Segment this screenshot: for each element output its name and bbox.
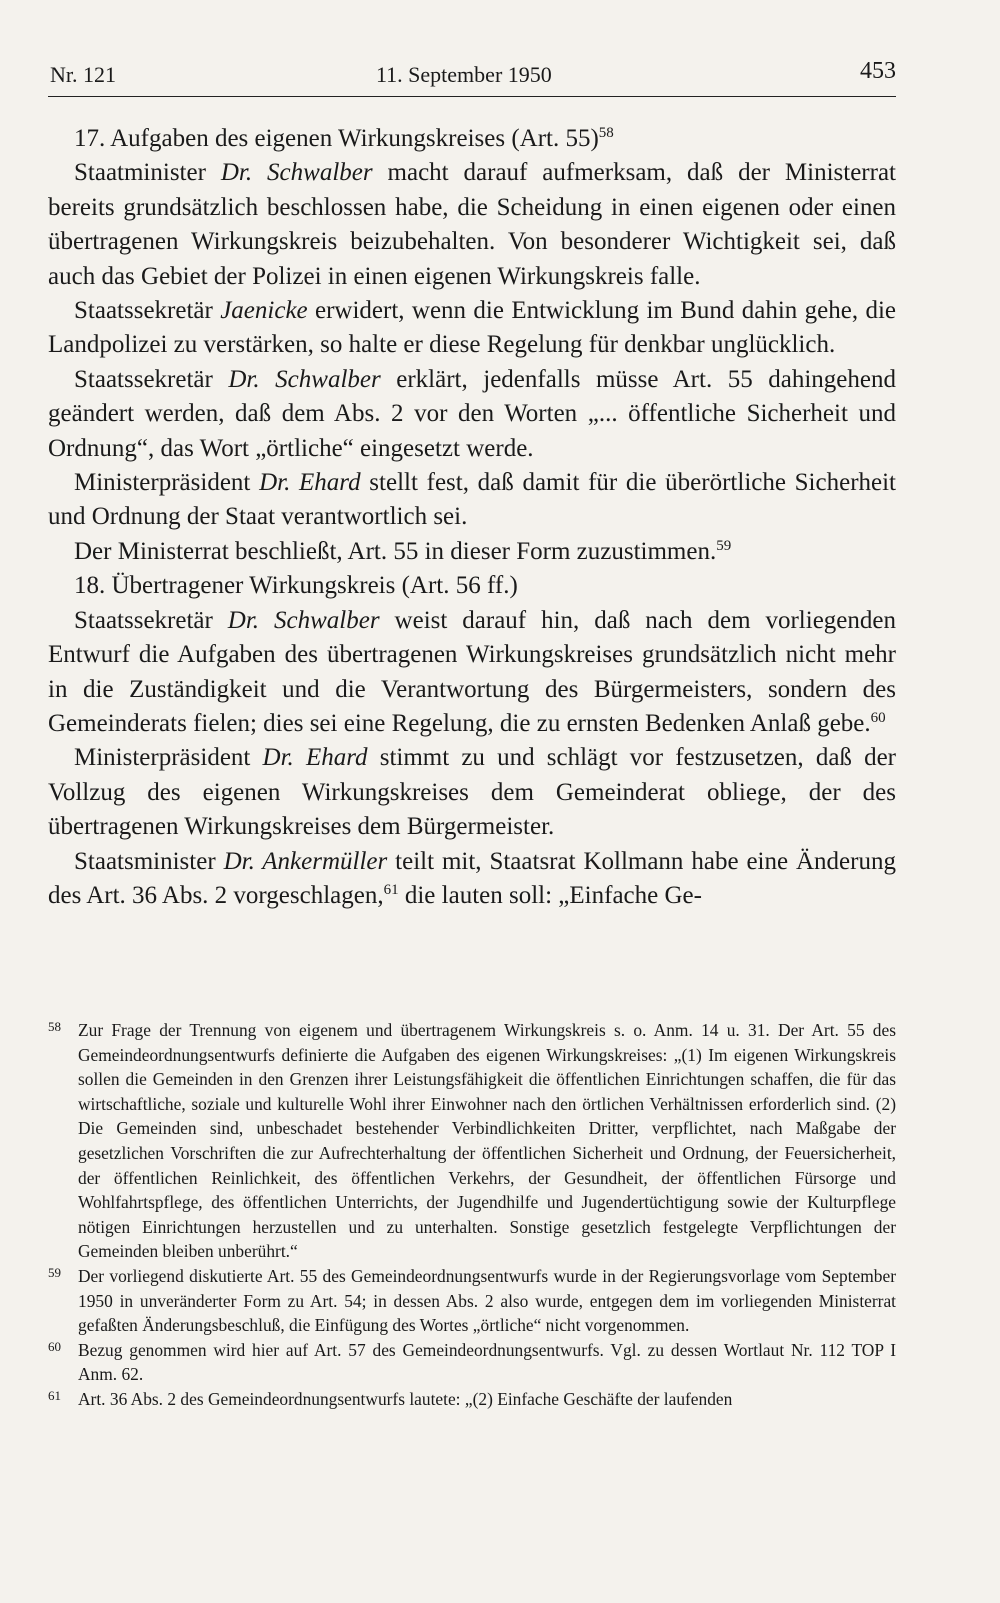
- paragraph-text: stellt fest, daß damit für die überörtliche Sicherheit und Ordnung der Staat verantwortlich sei.: [48, 469, 897, 531]
- paragraph-text: die lauten soll: „Einfache Ge-: [398, 881, 702, 909]
- paragraph-text: teilt mit, Staatsrat Kollmann habe eine Änderung des Art. 36 Abs. 2 vorgeschlagen,: [48, 847, 896, 909]
- footnote-number: 59: [48, 1264, 61, 1280]
- paragraph: [48, 294, 896, 363]
- document-number: Nr. 121: [50, 62, 116, 87]
- footnote-text: Zur Frage der Trennung von eigenem und übertragenem Wirkungskreis s. o. Anm. 14 u. 31. Der Art. 55 des Gemeindeordnungsentwurfs definierte die Aufgaben des eigenen Wirkungskreises: „(1) Im eigenen Wirkungskreis sollen die Gemeinden in den Grenzen ihrer Leistungsfähigkeit die öffentlichen Einrichtungen schaffen, die für das wirtschaftliche, soziale und kulturelle Wohl ihrer Einwohner nach den örtlichen Verhältnissen erforderlich sind. (2) Die Gemeinden sind, unbeschadet bestehender Verbindlichkeiten Dritter, verpflichtet, nach Maßgabe der gesetzlichen Vorschriften die zur Aufrechterhaltung der öffentlichen Sicherheit und Ordnung, der Feuersicherheit, der öffentlichen Reinlichkeit, des öffentlichen Verkehrs, der Gesundheit, der öffentlichen Fürsorge und Wohlfahrtspflege, des öffentlichen Unterrichts, der Jugendhilfe und Jugendertüchtigung sowie der Kulturpflege nötigen Einrichtungen herzustellen und zu unterhalten. Sonstige gesetzlich festgelegte Verpflichtungen der Gemeinden bleiben unberührt.“: [78, 1020, 896, 1262]
- header-date: 11. September 1950: [376, 62, 552, 87]
- agenda-item-18: [48, 569, 896, 603]
- header-rule: [48, 96, 896, 97]
- footnote-number: 61: [48, 1387, 61, 1403]
- paragraph-text: macht darauf aufmerksam, daß der Ministerrat bereits grundsätzlich beschlossen habe, die Scheidung in einen eigenen oder einen übertragenen Wirkungskreis beizubehalten. Von besonderer Wichtigkeit sei, daß auch das Gebiet der Polizei in einen eigenen Wirkungskreis falle.: [48, 159, 896, 290]
- footnote-text: Art. 36 Abs. 2 des Gemeindeordnungsentwurfs lautete: „(2) Einfache Geschäfte der laufenden: [78, 1388, 733, 1409]
- footnote-61: [48, 1387, 896, 1412]
- paragraph: [48, 604, 896, 742]
- paragraph-text: weist darauf hin, daß nach dem vorliegenden Entwurf die Aufgaben des übertragenen Wirkungskreises grundsätzlich nicht mehr in die Zuständigkeit und die Verantwortung des Bürgermeisters, sondern des Gemeinderats fielen; dies sei eine Regelung, die zu ernsten Bedenken Anlaß gebe.: [48, 606, 896, 737]
- footnote-text: Bezug genommen wird hier auf Art. 57 des Gemeindeordnungsentwurfs. Vgl. zu dessen Wortlaut Nr. 112 TOP I Anm. 62.: [78, 1339, 896, 1385]
- speaker-name: Jaenicke: [220, 297, 308, 325]
- agenda-item-17-title: 17. Aufgaben des eigenen Wirkungskreises (Art. 55): [74, 125, 599, 152]
- footnote-number: 60: [48, 1338, 61, 1354]
- footnote-text: Der vorliegend diskutierte Art. 55 des Gemeindeordnungsentwurfs wurde in der Regierungsvorlage vom September 1950 in unveränderter Form zu Art. 54; in dessen Abs. 2 also wurde, entgegen dem im vorliegenden Ministerrat gefaßten Änderungsbeschluß, die Einfügung des Wortes „örtliche“ nicht vorgenommen.: [78, 1265, 896, 1336]
- speaker-name: Dr. Schwalber: [227, 606, 380, 634]
- speaker-name: Dr. Ehard: [262, 744, 368, 772]
- footnote-60: [48, 1338, 896, 1387]
- agenda-item-18-title: 18. Übertragener Wirkungskreis (Art. 56 ff.): [74, 572, 518, 600]
- footnotes: [48, 1018, 896, 1412]
- paragraph-text: erwidert, wenn die Entwicklung im Bund dahin gehe, die Landpolizei zu verstärken, so halte er diese Regelung für denkbar unglücklich.: [48, 297, 896, 359]
- speaker-role: Staatssekretär: [74, 365, 229, 393]
- speaker-role: Staatssekretär: [74, 606, 228, 634]
- speaker-role: Ministerpräsident: [74, 469, 260, 497]
- paragraph: [48, 741, 896, 844]
- speaker-role: Staatssekretär: [74, 297, 221, 325]
- speaker-role: Ministerpräsident: [74, 744, 263, 772]
- agenda-item-17: [48, 122, 896, 156]
- speaker-name: Dr. Ehard: [259, 469, 361, 497]
- paragraph: [48, 156, 896, 294]
- running-header: [48, 56, 896, 96]
- speaker-role: Staatminister: [74, 159, 221, 187]
- main-text: [48, 122, 896, 913]
- footnote-ref-61: 61: [383, 881, 399, 898]
- paragraph-text: erklärt, jedenfalls müsse Art. 55 dahingehend geändert werden, daß dem Abs. 2 vor den Worten „... öffentliche Sicherheit und Ordnung“, das Wort „örtliche“ eingesetzt werde.: [48, 365, 896, 462]
- resolution: [48, 535, 896, 569]
- paragraph: [48, 845, 896, 914]
- footnote-ref-59: 59: [716, 537, 732, 554]
- footnote-number: 58: [48, 1019, 61, 1034]
- speaker-name: Dr. Ankermüller: [223, 847, 388, 875]
- footnote-ref-60: 60: [870, 709, 886, 726]
- footnote-ref-58: 58: [598, 125, 614, 141]
- speaker-name: Dr. Schwalber: [220, 159, 373, 187]
- paragraph-text: stimmt zu und schlägt vor festzusetzen, daß der Vollzug des eigenen Wirkungskreises dem Gemeinderat obliege, der des übertragenen Wirkungskreises dem Bürgermeister.: [48, 744, 897, 841]
- resolution-text: Der Ministerrat beschließt, Art. 55 in dieser Form zuzustimmen.: [74, 537, 717, 565]
- paragraph: [48, 466, 896, 535]
- footnote-59: [48, 1264, 896, 1338]
- speaker-name: Dr. Schwalber: [228, 365, 381, 393]
- page-number: 453: [860, 58, 896, 84]
- paragraph: [48, 363, 896, 466]
- footnote-58: [48, 1018, 896, 1264]
- speaker-role: Staatsminister: [74, 847, 224, 875]
